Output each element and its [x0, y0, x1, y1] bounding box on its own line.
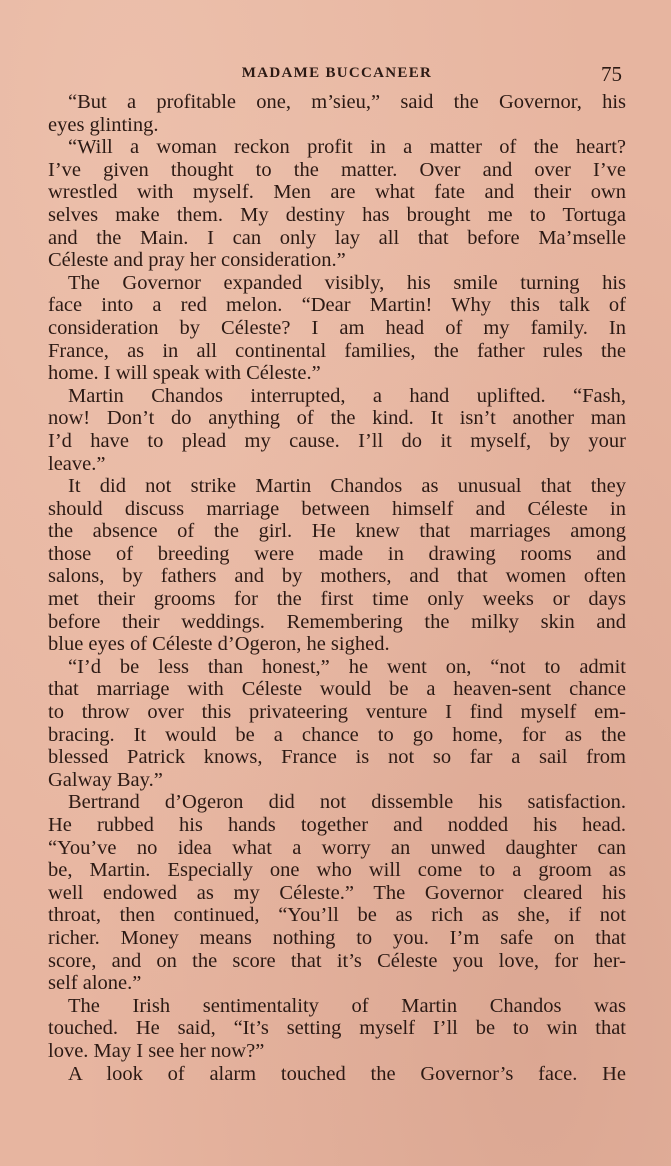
- page-number: 75: [601, 62, 622, 86]
- text-line: selves make them. My destiny has brought me to Tortuga: [48, 203, 626, 226]
- text-line: love. May I see her now?”: [48, 1039, 265, 1062]
- text-line: “I’d be less than honest,” he went on, “not to admit: [68, 655, 626, 678]
- text-line: salons, by fathers and by mothers, and that women often: [48, 565, 626, 588]
- text-line: The Irish sentimentality of Martin Chandos was: [68, 994, 626, 1017]
- text-line: “Will a woman reckon profit in a matter of the heart?: [68, 136, 626, 159]
- text-line: face into a red melon. “Dear Martin! Why this talk of: [48, 294, 626, 317]
- text-line: richer. Money means nothing to you. I’m safe on that: [48, 926, 626, 949]
- text-line: Bertrand d’Ogeron did not dissemble his satisfaction.: [68, 791, 626, 814]
- text-line: well endowed as my Céleste.” The Governor cleared his: [48, 881, 626, 904]
- text-line: before their weddings. Remembering the milky skin and: [48, 610, 626, 633]
- text-line: France, as in all continental families, the father rules the: [48, 339, 626, 362]
- text-line: to throw over this privateering venture I find myself em-: [48, 701, 626, 724]
- text-line: met their grooms for the first time only weeks or days: [48, 588, 626, 611]
- text-line: A look of alarm touched the Governor’s face. He: [68, 1062, 626, 1085]
- text-line: He rubbed his hands together and nodded his head.: [48, 814, 626, 836]
- text-line: “But a profitable one, m’sieu,” said the Governor, his: [68, 91, 626, 113]
- text-line: It did not strike Martin Chandos as unusual that they: [68, 475, 626, 498]
- running-title: MADAME BUCCANEER: [241, 65, 433, 81]
- text-line: throat, then continued, “You’ll be as rich as she, if not: [48, 904, 626, 927]
- text-line: touched. He said, “It’s setting myself I’ll be to win that: [48, 1017, 626, 1040]
- text-line: “You’ve no idea what a worry an unwed daughter can: [48, 836, 626, 859]
- text-line: those of breeding were made in drawing rooms and: [48, 542, 626, 565]
- text-line: The Governor expanded visibly, his smile turning his: [68, 271, 626, 294]
- body-text: [48, 91, 626, 1085]
- text-line: now! Don’t do anything of the kind. It isn’t another man: [48, 407, 626, 430]
- text-line: Galway Bay.”: [48, 768, 163, 791]
- text-line: and the Main. I can only lay all that before Ma’mselle: [48, 226, 626, 249]
- text-line: the absence of the girl. He knew that marriages among: [48, 520, 626, 543]
- text-line: should discuss marriage between himself and Céleste in: [48, 497, 626, 520]
- text-line: self alone.”: [48, 972, 142, 995]
- text-line: Martin Chandos interrupted, a hand uplifted. “Fash,: [68, 384, 626, 407]
- text-line: eyes glinting.: [48, 113, 159, 136]
- text-line: home. I will speak with Céleste.”: [48, 362, 321, 385]
- text-line: be, Martin. Especially one who will come to a groom as: [48, 859, 626, 882]
- running-head: [48, 62, 626, 88]
- text-line: consideration by Céleste? I am head of my family. In: [48, 316, 626, 339]
- text-line: blessed Patrick knows, France is not so far a sail from: [48, 746, 626, 769]
- text-line: that marriage with Céleste would be a heaven-sent chance: [48, 678, 626, 701]
- text-line: wrestled with myself. Men are what fate and their own: [48, 181, 626, 204]
- text-line: bracing. It would be a chance to go home, for as the: [48, 723, 626, 746]
- text-line: score, and on the score that it’s Céleste you love, for her-: [48, 949, 626, 972]
- text-line: leave.”: [48, 452, 106, 475]
- text-line: blue eyes of Céleste d’Ogeron, he sighed.: [48, 633, 390, 656]
- text-line: I’d have to plead my cause. I’ll do it myself, by your: [48, 429, 626, 452]
- text-line: Céleste and pray her consideration.”: [48, 249, 346, 272]
- text-line: I’ve given thought to the matter. Over and over I’ve: [48, 158, 626, 181]
